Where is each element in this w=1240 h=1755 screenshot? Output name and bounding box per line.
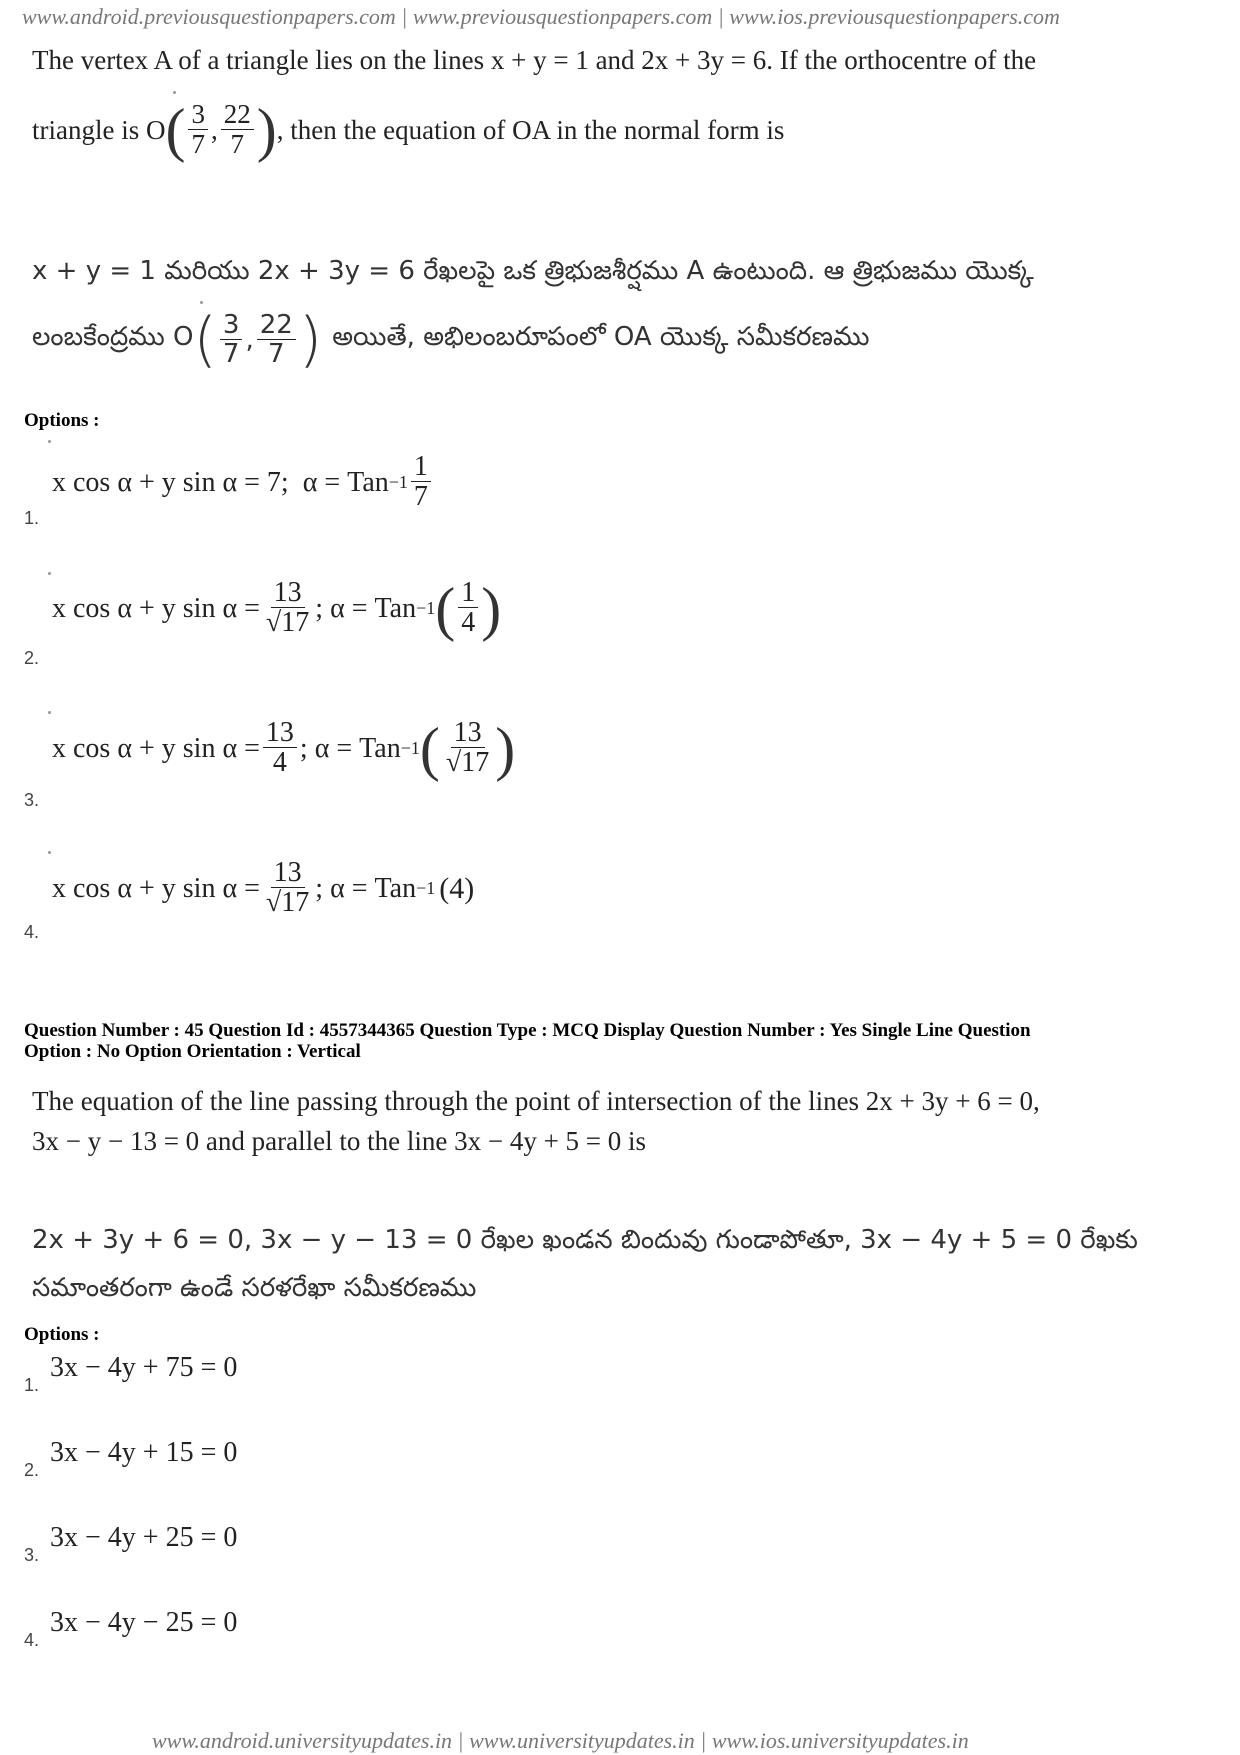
scan-dot xyxy=(48,851,51,854)
paren-close: ) xyxy=(298,305,323,375)
option-lhs: x cos α + y sin α = 7; xyxy=(52,466,289,498)
q44-tel2-pre: లంబకేంద్రము O xyxy=(32,322,194,352)
superscript: −1 xyxy=(416,878,436,899)
scan-dot xyxy=(48,711,51,714)
q45-telugu-line2: సమాంతరంగా ఉండే సరళరేఖా సమీకరణము xyxy=(32,1273,477,1303)
paren-open: ( xyxy=(193,305,217,375)
q45-option-2-number: 2. xyxy=(24,1460,40,1480)
q44-question-line1: The vertex A of a triangle lies on the lines x + y = 1 and 2x + 3y = 6. If the orthocentre of the xyxy=(32,45,1037,75)
paren-open: ( xyxy=(419,715,440,782)
q44-option-4-number: 4. xyxy=(24,922,40,942)
option-alpha: ; α = Tan xyxy=(315,872,417,904)
q44-question-line2: triangle is O ( $\frac{3}{7}$ , $\frac{22}{7}$ ) , then the equation of OA in the normal form is xyxy=(32,97,785,163)
option-lhs: x cos α + y sin α = xyxy=(52,592,260,624)
q44-option-1-number: 1. xyxy=(24,508,40,528)
q45-option-4[interactable]: 3x − 4y − 25 = 0 xyxy=(50,1607,238,1638)
option-frac1: $\frac{13}{√17}$ xyxy=(265,577,310,639)
q44-frac2: $\frac{22}{7}$ xyxy=(221,100,254,159)
scan-dot xyxy=(48,572,51,575)
q44-tel2-post: అయితే, అభిలంబరూపంలో OA యొక్క సమీకరణము xyxy=(332,322,870,352)
option-alpha: α = Tan xyxy=(302,466,389,498)
option-frac: $\frac{1}{7}$ xyxy=(411,452,431,513)
q45-header-line1: Question Number : 45 Question Id : 4557344365 Question Type : MCQ Display Question Number : Yes Single Line Question xyxy=(24,1020,1031,1041)
q45-option-3-number: 3. xyxy=(24,1545,40,1565)
superscript: −1 xyxy=(416,598,436,619)
q44-tel-frac1: $\frac{3}{7}$ xyxy=(220,312,243,369)
q44-frac1: $\frac{3}{7}$ xyxy=(188,100,208,159)
option-frac2: $\frac{13}{√17}$ xyxy=(445,717,490,779)
option-lhs: x cos α + y sin α = xyxy=(52,732,260,764)
option-frac1: $\frac{13}{√17}$ xyxy=(265,857,310,919)
q45-option-1[interactable]: 3x − 4y + 75 = 0 xyxy=(50,1352,238,1383)
option-alpha: ; α = Tan xyxy=(315,592,417,624)
paren-close: ) xyxy=(256,97,277,163)
paren-open: ( xyxy=(165,97,186,163)
q44-telugu-line1: x + y = 1 మరియు 2x + 3y = 6 రేఖలపై ఒక త్రిభుజశీర్షము A ఉంటుంది. ఆ త్రిభుజము యొక్క xyxy=(32,256,1034,286)
superscript: −1 xyxy=(400,738,420,759)
q44-tel-frac2: $\frac{22}{7}$ xyxy=(257,312,296,369)
q45-question-line1: The equation of the line passing through the point of intersection of the lines 2x + 3y + 6 = 0, xyxy=(32,1086,1040,1116)
q45-option-2[interactable]: 3x − 4y + 15 = 0 xyxy=(50,1437,238,1468)
scan-dot xyxy=(173,91,176,94)
q44-option-4[interactable] xyxy=(52,858,474,919)
q45-telugu-line1: 2x + 3y + 6 = 0, 3x − y − 13 = 0 రేఖల ఖండన బిందువు గుండాపోతూ, 3x − 4y + 5 = 0 రేఖకు xyxy=(32,1225,1138,1255)
q45-options-label: Options : xyxy=(24,1324,100,1345)
q44-line2-pre: triangle is O xyxy=(32,114,166,145)
q44-option-1[interactable] xyxy=(52,452,434,513)
option-lhs: x cos α + y sin α = xyxy=(52,872,260,904)
q45-option-3[interactable]: 3x − 4y + 25 = 0 xyxy=(50,1522,238,1553)
q45-option-1-number: 1. xyxy=(24,1375,40,1395)
paren-close: ) xyxy=(495,715,516,782)
q44-options-label: Options : xyxy=(24,410,100,431)
q44-option-3-number: 3. xyxy=(24,790,40,810)
option-frac1: $\frac{13}{4}$ xyxy=(263,718,297,779)
watermark-top: www.android.previousquestionpapers.com | www.previousquestionpapers.com | www.ios.previousquestionpapers.com xyxy=(22,4,1060,29)
paren-open: ( xyxy=(435,575,456,642)
superscript: −1 xyxy=(388,472,408,493)
scan-dot xyxy=(48,440,51,443)
q45-header-line2: Option : No Option Orientation : Vertical xyxy=(24,1041,361,1062)
q44-option-2[interactable] xyxy=(52,575,502,642)
scan-dot xyxy=(200,301,203,304)
q44-line2-post: , then the equation of OA in the normal form is xyxy=(276,114,785,145)
q44-option-2-number: 2. xyxy=(24,648,40,668)
watermark-bottom: www.android.universityupdates.in | www.universityupdates.in | www.ios.universityupdates.in xyxy=(152,1728,969,1753)
q45-question-line2: 3x − y − 13 = 0 and parallel to the line 3x − 4y + 5 = 0 is xyxy=(32,1126,647,1156)
q44-telugu-line2: లంబకేంద్రము O ( $\frac{3}{7}$ , $\frac{22}{7}$ ) అయితే, అభిలంబరూపంలో OA యొక్క సమీకరణము xyxy=(32,305,870,375)
paren-close: ) xyxy=(481,575,502,642)
option-tail: (4) xyxy=(439,871,475,905)
q44-option-3[interactable] xyxy=(52,715,516,782)
q45-option-4-number: 4. xyxy=(24,1630,40,1650)
option-alpha: ; α = Tan xyxy=(299,732,401,764)
option-frac2: $\frac{1}{4}$ xyxy=(458,578,478,639)
